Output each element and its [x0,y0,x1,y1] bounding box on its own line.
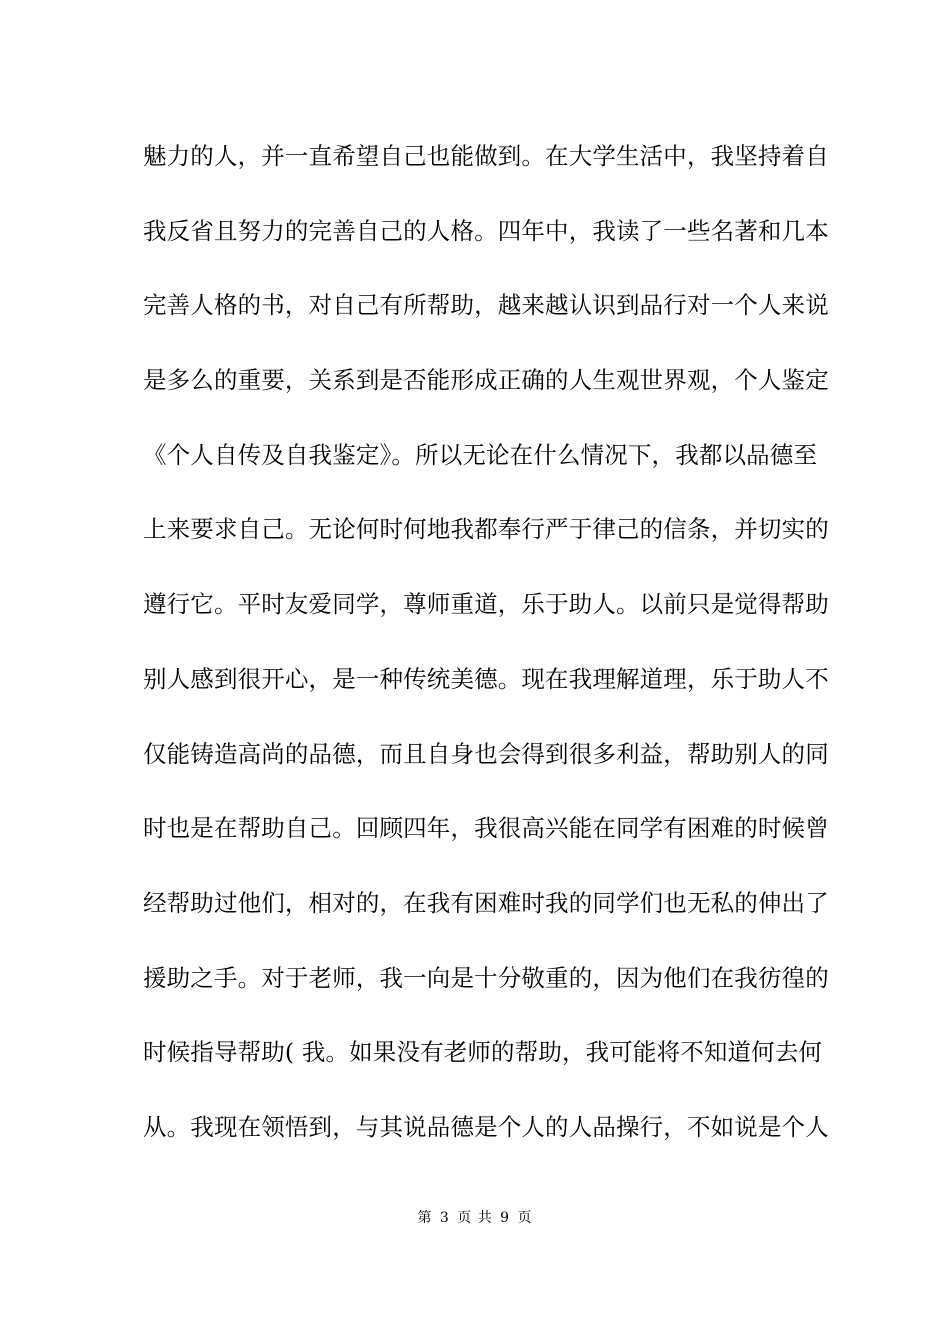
text-line: 时也是在帮助自己。回顾四年，我很高兴能在同学有困难的时候曾 [143,814,829,843]
text-line: 援助之手。对于老师，我一向是十分敬重的，因为他们在我彷徨的 [143,963,829,992]
footer-middle: 页 共 [457,1210,493,1226]
text-line: 时候指导帮助( 我。如果没有老师的帮助，我可能将不知道何去何 [143,1038,823,1067]
text-line: 遵行它。平时友爱同学，尊师重道，乐于助人。以前只是觉得帮助 [143,590,829,619]
text-line: 经帮助过他们，相对的，在我有困难时我的同学们也无私的伸出了 [143,888,829,917]
footer-prefix: 第 [417,1210,433,1226]
text-line: 仅能铸造高尚的品德，而且自身也会得到很多利益，帮助别人的同 [143,739,829,768]
text-line: 是多么的重要，关系到是否能形成正确的人生观世界观，个人鉴定 [143,366,829,395]
footer-suffix: 页 [517,1210,533,1226]
text-line: 上来要求自己。无论何时何地我都奉行严于律己的信条，并切实的 [143,515,829,544]
page-footer [0,1208,950,1228]
text-line: 《个人自传及自我鉴定》。所以无论在什么情况下，我都以品德至 [143,440,818,469]
text-line: 别人感到很开心，是一种传统美德。现在我理解道理，乐于助人不 [143,664,829,693]
current-page-number: 3 [439,1210,450,1226]
text-line: 完善人格的书，对自己有所帮助，越来越认识到品行对一个人来说 [143,291,829,320]
text-line: 魅力的人，并一直希望自己也能做到。在大学生活中，我坚持着自 [143,142,829,170]
text-line: 从。我现在领悟到，与其说品德是个人的人品操行，不如说是个人 [143,1112,829,1141]
text-line: 我反省且努力的完善自己的人格。四年中，我读了一些名著和几本 [143,216,829,245]
body-text [143,133,829,1179]
total-pages-number: 9 [500,1210,511,1226]
